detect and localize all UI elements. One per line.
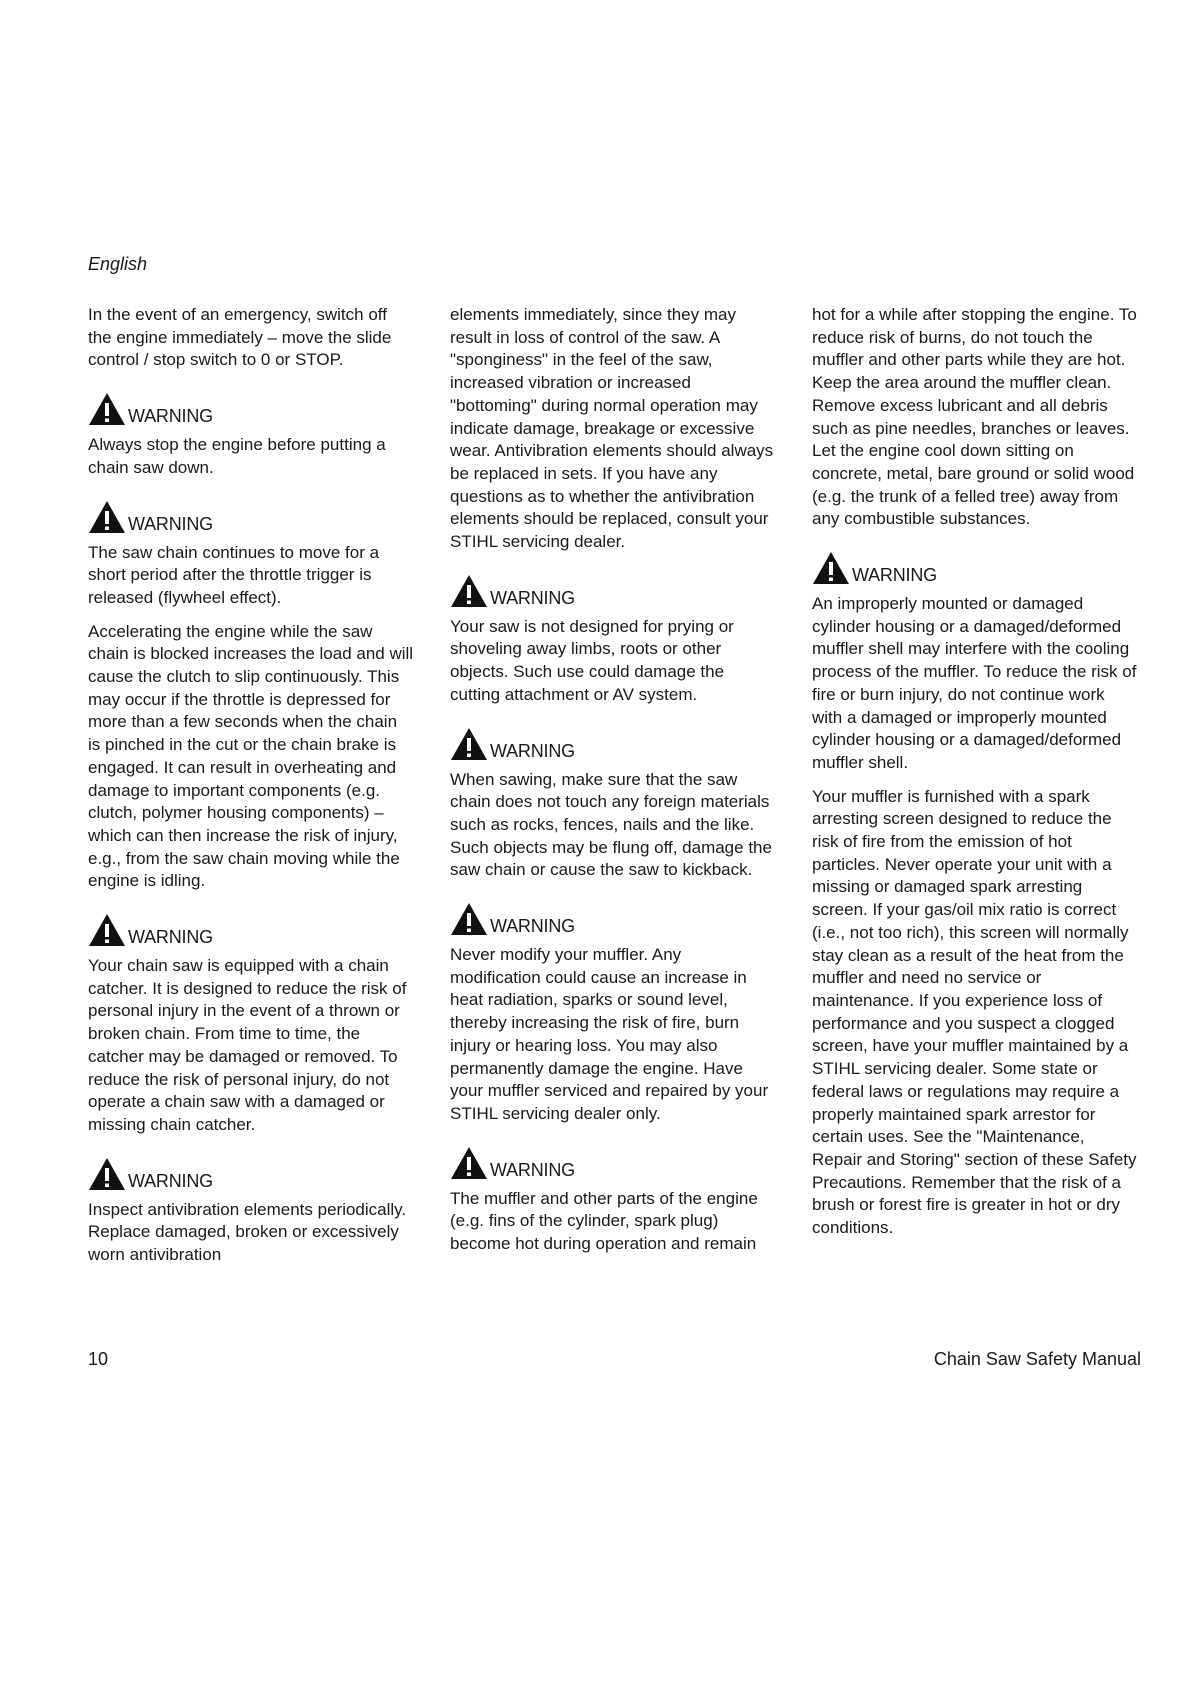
emergency-paragraph: In the event of an emergency, switch off the engine immediately – move the slide control / stop switch to 0 or STOP. [88,305,392,370]
warning-triangle-icon [450,902,488,936]
warning-label: WARNING [128,927,213,948]
warning-triangle-icon [450,727,488,761]
warning-text: When sawing, make sure that the saw chain does not touch any foreign materials such as rocks, fences, nails and the like. Such objects may be flung off, damage the saw chain or cause the saw to kickback. [450,769,772,880]
warning-text: Inspect antivibration elements periodically. Replace damaged, broken or excessively worn antivibration [88,1199,407,1265]
warning-label: WARNING [490,1159,575,1180]
language-label: English [88,254,148,274]
warning-label: WARNING [128,406,213,427]
warning-text: Never modify your muffler. Any modification could cause an increase in heat radiation, sparks or sound level, thereby increasing the risk of fire, burn injury or hearing loss. You may also permanently damage the engine. Have your muffler serviced and repaired by your STIHL servicing dealer only. [450,945,769,1123]
manual-title: Chain Saw Safety Manual [933,1349,1141,1369]
warning-triangle-icon [88,913,126,947]
column-1 [88,304,414,1278]
warning-heading [812,549,1138,585]
warning-heading [88,390,414,426]
warning-triangle-icon [88,1157,126,1191]
warning-label: WARNING [490,587,575,608]
warning-label: WARNING [490,916,575,937]
warning-triangle-icon [450,574,488,608]
warning-label: WARNING [128,513,213,534]
column-3 [812,304,1138,1251]
body-paragraph: elements immediately, since they may result in loss of control of the saw. A "sponginess" in the feel of the saw, increased vibration or increased "bottoming" during normal operation may indicate damage, breakage or excessive wear. Antivibration elements should always be replaced in sets. If you have any questions as to whether the antivibration elements should be replaced, consult your STIHL servicing dealer. [450,305,774,552]
warning-label: WARNING [490,740,575,761]
column-2 [450,304,776,1267]
warning-text: Your saw is not designed for prying or shoveling away limbs, roots or other objects. Such use could damage the cutting attachment or AV system. [450,616,734,704]
warning-triangle-icon [450,1146,488,1180]
warning-heading [88,1155,414,1191]
warning-heading [450,900,776,936]
warning-triangle-icon [88,500,126,534]
page-number: 10 [88,1349,109,1369]
warning-text: The muffler and other parts of the engine (e.g. fins of the cylinder, spark plug) become hot during operation and remain [450,1188,758,1254]
warning-heading [88,911,414,947]
warning-text: The saw chain continues to move for a short period after the throttle trigger is released (flywheel effect). [88,542,380,607]
body-paragraph: Your muffler is furnished with a spark arresting screen designed to reduce the risk of fire from the emission of hot particles. Never operate your unit with a missing or damaged spark arresting screen. If your gas/oil mix ratio is correct (i.e., not too rich), this screen will normally stay clean as a result of the heat from the muffler and need no service or maintenance. If you experience loss of performance and you suspect a clogged screen, have your muffler maintained by a STIHL servicing dealer. Some state or federal laws or regulations may require a properly maintained spark arrestor for certain uses. See the "Maintenance, Repair and Storing" section of these Safety Precautions. Remember that the risk of a brush or forest fire is greater in hot or dry conditions. [812,786,1137,1238]
warning-triangle-icon [88,392,126,426]
warning-text: An improperly mounted or damaged cylinder housing or a damaged/deformed muffler shell may interfere with the cooling process of the muffler. To reduce the risk of fire or burn injury, do not continue work with a damaged or improperly mounted cylinder housing or a damaged/deformed muffler shell. [812,594,1137,772]
warning-label: WARNING [128,1170,213,1191]
warning-heading [450,725,776,761]
body-paragraph: hot for a while after stopping the engine. To reduce risk of burns, do not touch the muffler and other parts while they are hot. Keep the area around the muffler clean. Remove excess lubricant and all debris such as pine needles, branches or leaves. Let the engine cool down sitting on concrete, metal, bare ground or solid wood (e.g. the trunk of a felled tree) away from any combustible substances. [812,305,1137,529]
warning-text: Always stop the engine before putting a chain saw down. [88,435,386,477]
body-paragraph: Accelerating the engine while the saw chain is blocked increases the load and will cause the clutch to slip continuously. This may occur if the throttle is depressed for more than a few seconds when the chain is pinched in the cut or the chain brake is engaged. It can result in overheating and damage to important components (e.g. clutch, polymer housing components) – which can then increase the risk of injury, e.g., from the saw chain moving while the engine is idling. [88,621,414,891]
warning-heading [88,498,414,534]
warning-heading [450,1144,776,1180]
warning-triangle-icon [812,551,850,585]
warning-text: Your chain saw is equipped with a chain catcher. It is designed to reduce the risk of personal injury in the event of a thrown or broken chain. From time to time, the catcher may be damaged or removed. To reduce the risk of personal injury, do not operate a chain saw with a damaged or missing chain catcher. [88,956,407,1134]
warning-heading [450,572,776,608]
warning-label: WARNING [852,565,937,586]
